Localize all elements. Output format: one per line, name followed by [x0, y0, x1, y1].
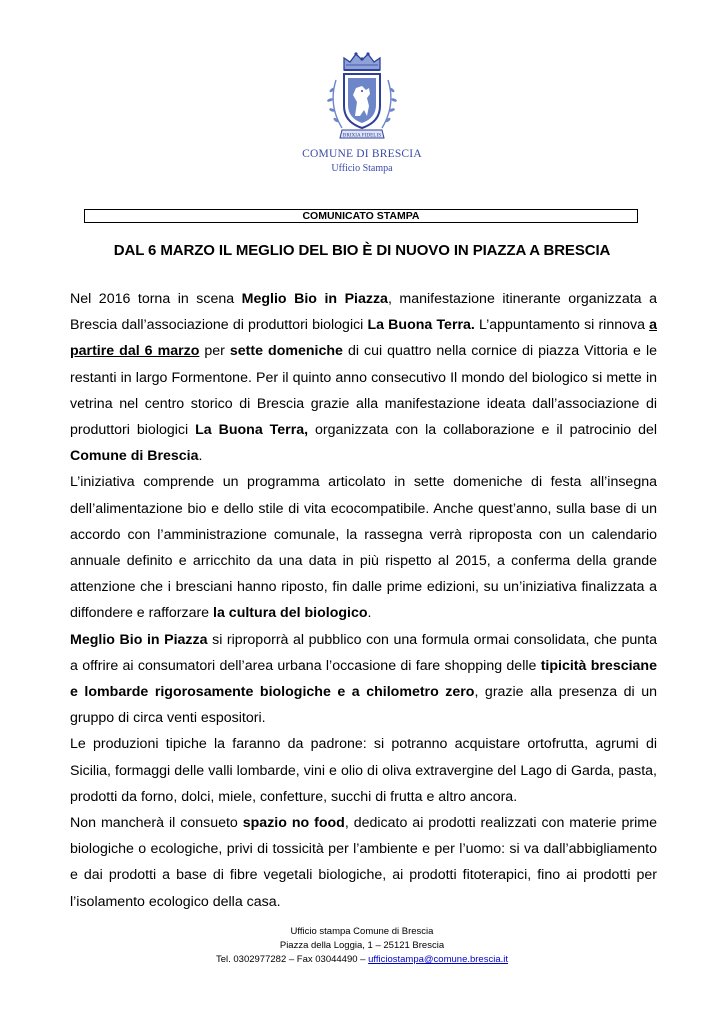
press-release-body: [70, 286, 657, 915]
organization-department: Ufficio Stampa: [331, 163, 393, 174]
paragraph-intro: Nel 2016 torna in scena Meglio Bio in Piazza, manifestazione itinerante organizzata a Brescia dall’associazione di produttori biologici La Buona Terra. L’appuntamento si rinnova a partire dal 6 marzo per sette domeniche di cui quattro nella cornice di piazza Vittoria e le restanti in largo Formentone. Per il quinto anno consecutivo Il mondo del biologico si mette in vetrina nel centro storico di Brescia grazie alla manifestazione ideata dall’associazione di produttori biologici La Buona Terra, organizzata con la collaborazione e il patrocinio del Comune di Brescia.: [70, 291, 658, 465]
comune-crest-logo: [322, 50, 402, 148]
crest-motto: BRIXIA FIDELIS: [342, 132, 382, 139]
organization-name: COMUNE DI BRESCIA: [302, 148, 422, 160]
email-link[interactable]: ufficiostampa@comune.brescia.it: [368, 954, 509, 965]
document-type-label: COMUNICATO STAMPA: [84, 209, 638, 223]
footer-address: Piazza della Loggia, 1 – 25121 Brescia: [279, 940, 445, 951]
paragraph-no-food: Non mancherà il consueto spazio no food, dedicato ai prodotti realizzati con materie prime biologiche o ecologiche, privi di tossicità per l’ambiente e per l’uomo: si va dall’abbigliamento e dai prodotti a base di fibre vegetali biologiche, ai prodotti fitoterapici, fino ai prodotti per l’isolamento ecologico della casa.: [70, 815, 657, 910]
paragraph-program: L’iniziativa comprende un programma articolato in sette domeniche di festa all’insegna dell’alimentazione bio e dello stile di vita ecocompatibile. Anche quest’anno, sulla base di un accordo con l’amministrazione comunale, la rassegna verrà riproposta con un calendario annuale definito e arricchito da una data in più rispetto al 2015, a conferma della grande attenzione che i bresciani hanno riposto, fin dalle prime edizioni, su un’iniziativa finalizzata a diffondere e rafforzare la cultura del biologico.: [70, 474, 657, 622]
footer-contacts: Tel. 0302977282 – Fax 03044490 – ufficiostampa@comune.brescia.it: [215, 954, 509, 965]
paragraph-products: Le produzioni tipiche la faranno da padrone: si potranno acquistare ortofrutta, agrumi di Sicilia, formaggi delle valli lombarde, vini e olio di oliva extravergine del Lago di Garda, pasta, prodotti da forno, dolci, miele, confetture, succhi di frutta e altro ancora.: [70, 736, 657, 805]
footer-office: Ufficio stampa Comune di Brescia: [290, 926, 434, 937]
paragraph-format: Meglio Bio in Piazza si riproporrà al pubblico con una formula ormai consolidata, che punta a offrire ai consumatori dell’area urbana l’occasione di fare shopping delle tipicità bresciane e lombarde rigorosamente biologiche e a chilometro zero, grazie alla presenza di un gruppo di circa venti espositori.: [70, 631, 657, 727]
press-release-headline: DAL 6 MARZO IL MEGLIO DEL BIO È DI NUOVO IN PIAZZA A BRESCIA: [113, 242, 611, 259]
page-footer: [0, 925, 724, 967]
